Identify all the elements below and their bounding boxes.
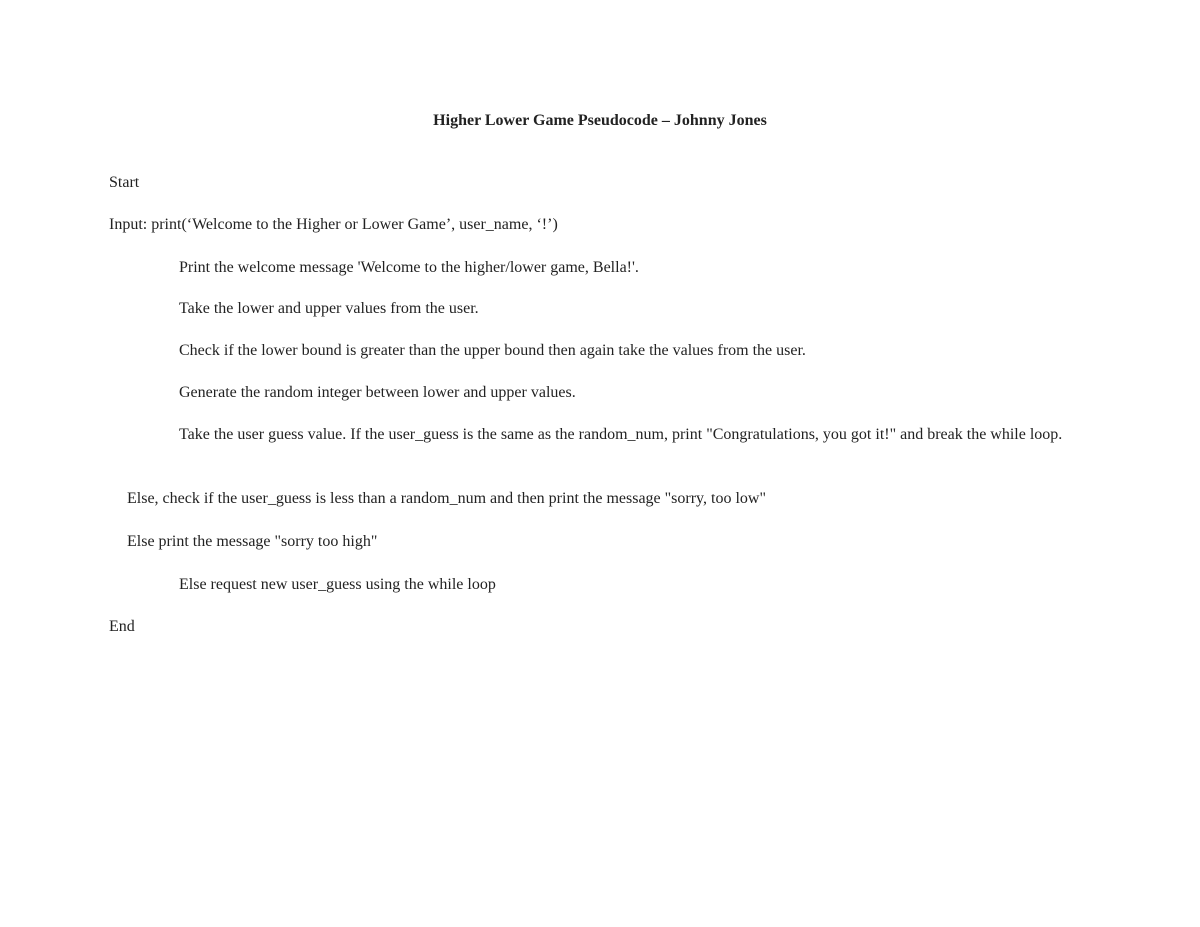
line-end: End (109, 618, 135, 635)
document-title: Higher Lower Game Pseudocode – Johnny Jones (433, 112, 767, 129)
line-input: Input: print(‘Welcome to the Higher or Lower Game’, user_name, ‘!’) (109, 216, 558, 233)
line-start: Start (109, 174, 140, 191)
line-step-check-bounds: Check if the lower bound is greater than the upper bound then again take the values from the user. (179, 342, 806, 359)
line-else-too-high: Else print the message "sorry too high" (127, 533, 378, 550)
line-step-generate-random: Generate the random integer between lower and upper values. (179, 384, 576, 401)
line-step-take-values: Take the lower and upper values from the user. (179, 300, 479, 317)
line-step-user-guess: Take the user guess value. If the user_guess is the same as the random_num, print "Congratulations, you got it!" and break the while loop. (179, 426, 1063, 443)
line-else-request-guess: Else request new user_guess using the while loop (179, 576, 496, 593)
line-else-too-low: Else, check if the user_guess is less than a random_num and then print the message "sorry, too low" (127, 490, 766, 507)
line-step-welcome: Print the welcome message 'Welcome to the higher/lower game, Bella!'. (179, 259, 639, 276)
